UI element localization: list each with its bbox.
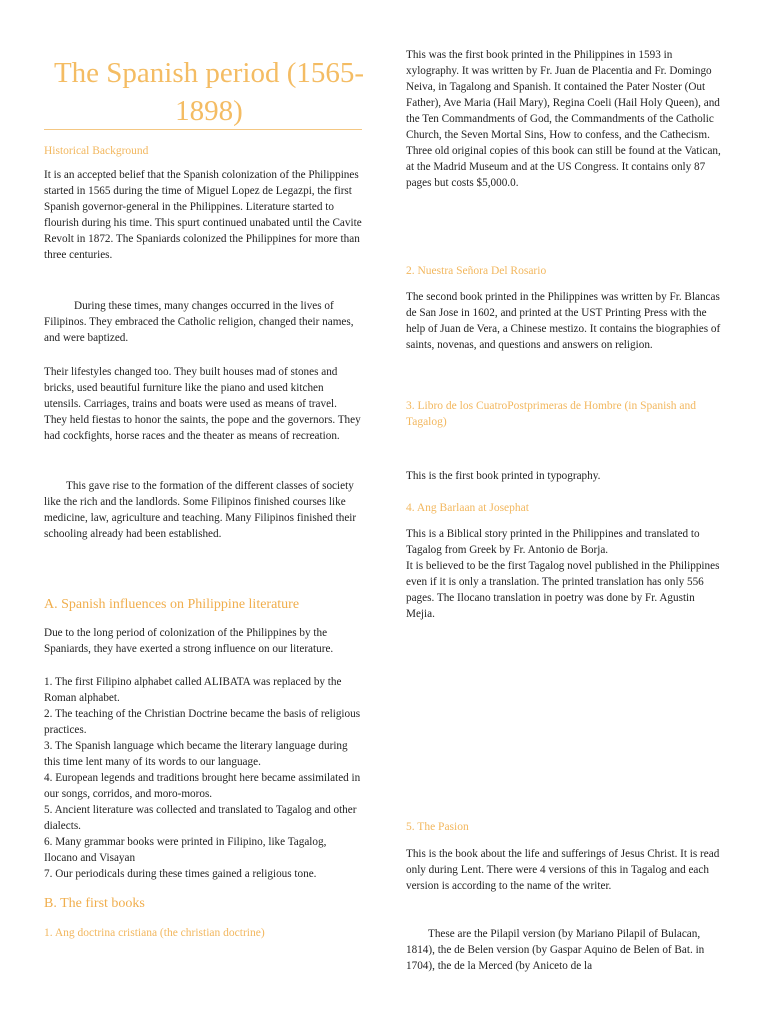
doctrina-description: This was the first book printed in the Philippines in 1593 in xylography. It was written by Fr. Juan de Placentia and Fr. Domingo Neiva, in Tagalong and Spanish. It contained the Pater Noster (Out Father), Ave Maria (Hail Mary), Regina Coeli (Hail Holy Queen), and the Ten Commandments of God, the Commandments of the Catholic Church, the Seven Mortal Sins, How to confess, and the Cathecism. Three old original copies of this book can still be found at the Vatican, at the Madrid Museum and at the US Congress. It contains only 87 pages but costs $5,000.0. <box>406 49 721 189</box>
barlaan-description <box>406 526 724 622</box>
paragraph-changes: During these times, many changes occurred in the lives of Filipinos. They embraced the Catholic religion, changed their names, and were baptized. <box>44 300 354 344</box>
section-b-heading: B. The first books <box>44 896 145 911</box>
title-divider <box>44 129 362 130</box>
list-item: 6. Many grammar books were printed in Filipino, like Tagalog, Ilocano and Visayan <box>44 836 327 864</box>
book-5-heading: 5. The Pasion <box>406 821 469 833</box>
list-item: 5. Ancient literature was collected and translated to Tagalog and other dialects. <box>44 804 357 832</box>
list-item: 7. Our periodicals during these times gained a religious tone. <box>44 868 317 880</box>
list-item: 2. The teaching of the Christian Doctrine became the basis of religious practices. <box>44 708 361 736</box>
pasion-description: This is the book about the life and sufferings of Jesus Christ. It is read only during Lent. There were 4 versions of this in Tagalog and each version is according to the name of the writer. <box>406 848 720 892</box>
list-item: 1. The first Filipino alphabet called ALIBATA was replaced by the Roman alphabet. <box>44 676 342 704</box>
paragraph-intro: It is an accepted belief that the Spanish colonization of the Philippines started in 1565 during the time of Miguel Lopez de Legazpi, the first Spanish governor-general in the Philippines. Literature started to flourish during his time. This spurt continued unabated until the Cavite Revolt in 1872. The Spaniards colonized the Philippines for more than three centuries. <box>44 169 362 261</box>
section-a-heading: A. Spanish influences on Philippine literature <box>44 597 300 612</box>
libro-description: This is the first book printed in typography. <box>406 470 601 482</box>
historical-background-heading: Historical Background <box>44 145 149 157</box>
list-item: 3. The Spanish language which became the literary language during this time lent many of its words to our language. <box>44 740 348 768</box>
book-3-heading: 3. Libro de los CuatroPostprimeras de Hombre (in Spanish and Tagalog) <box>406 400 697 428</box>
page-title: The Spanish period (1565-1898) <box>53 57 365 127</box>
list-item: 4. European legends and traditions brought here became assimilated in our songs, corridos, and moro-moros. <box>44 772 361 800</box>
influences-list <box>44 674 362 882</box>
book-1-heading: 1. Ang doctrina cristiana (the christian doctrine) <box>44 927 265 939</box>
barlaan-text-2: It is believed to be the first Tagalog novel published in the Philippines even if it is only a translation. The printed translation has only 556 pages. The Ilocano translation in poetry was done by Fr. Agustin Mejia. <box>406 560 720 620</box>
paragraph-classes: This gave rise to the formation of the different classes of society like the rich and the landlords. Some Filipinos finished courses like medicine, law, agriculture and teaching. Many Filipinos finished their schooling already had been established. <box>44 480 357 540</box>
section-a-intro: Due to the long period of colonization of the Philippines by the Spaniards, they have exerted a strong influence on our literature. <box>44 627 334 655</box>
pasion-versions: These are the Pilapil version (by Mariano Pilapil of Bulacan, 1814), the de Belen version (by Gaspar Aquino de Belen of Bat. in 1704), the de la Merced (by Aniceto de la <box>406 928 705 972</box>
barlaan-text-1: This is a Biblical story printed in the Philippines and translated to Tagalog from Greek by Fr. Antonio de Borja. <box>406 528 700 556</box>
rosario-description: The second book printed in the Philippines was written by Fr. Blancas de San Jose in 1602, and printed at the UST Printing Press with the help of Juan de Vera, a Chinese mestizo. It contains the biographies of saints, novenas, and questions and answers on religion. <box>406 291 721 351</box>
book-4-heading: 4. Ang Barlaan at Josephat <box>406 502 529 514</box>
paragraph-lifestyles: Their lifestyles changed too. They built houses mad of stones and bricks, used beautiful furniture like the piano and used kitchen utensils. Carriages, trains and boats were used as means of travel. They held fiestas to honor the saints, the pope and the governors. They had cockfights, horse races and the theater as means of recreation. <box>44 366 361 442</box>
book-2-heading: 2. Nuestra Señora Del Rosario <box>406 265 547 277</box>
